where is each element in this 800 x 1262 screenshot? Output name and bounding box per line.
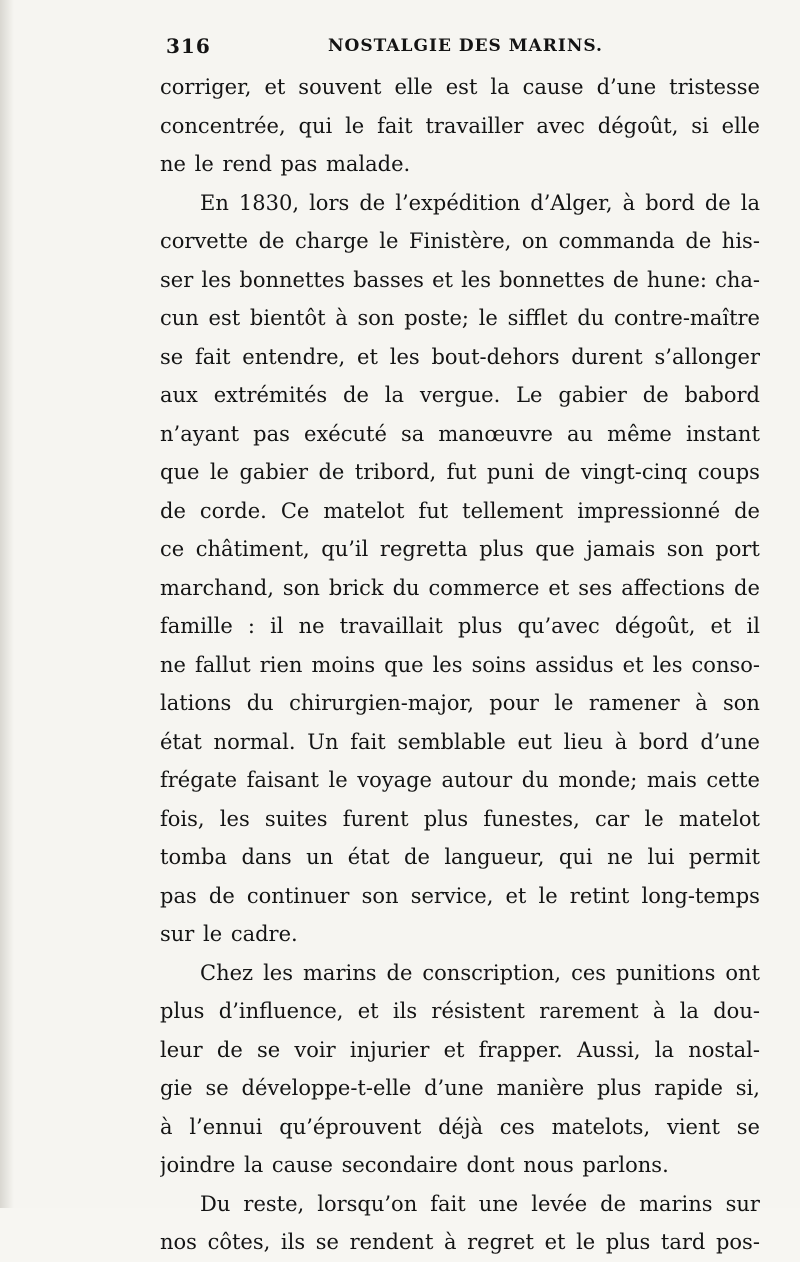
text-line: Chez les marins de conscription, ces punitions ont: [200, 960, 760, 985]
text-line: ser les bonnettes basses et les bonnettes de hune: cha-: [160, 267, 760, 292]
text-line: n’ayant pas exécuté sa manœuvre au même instant: [160, 421, 760, 446]
text-line: aux extrémités de la vergue. Le gabier de babord: [160, 383, 760, 407]
text-line: à l’ennui qu’éprouvent déjà ces matelots, vient se: [160, 1114, 760, 1139]
text-line: famille : il ne travaillait plus qu’avec dégoût, et il: [160, 614, 760, 638]
text-line: corvette de charge le Finistère, on commanda de his-: [160, 229, 760, 253]
text-line: ce châtiment, qu’il regretta plus que jamais son port: [160, 537, 760, 561]
text-line: ne le rend pas malade.: [160, 152, 411, 176]
text-line: lations du chirurgien-major, pour le ramener à son: [160, 691, 760, 715]
text-line: tomba dans un état de langueur, qui ne lui permit: [160, 845, 760, 869]
text-line: se fait entendre, et les bout-dehors durent s’allonger: [160, 344, 760, 369]
text-line: plus d’influence, et ils résistent rarement à la dou-: [160, 999, 760, 1023]
text-line: pas de continuer son service, et le retint long-temps: [160, 883, 760, 908]
text-line: fois, les suites furent plus funestes, car le matelot: [160, 806, 760, 831]
text-line: concentrée, qui le fait travailler avec dégoût, si elle: [160, 113, 760, 138]
text-line: sur le cadre.: [160, 922, 298, 946]
running-head: NOSTALGIE DES MARINS.: [328, 36, 603, 56]
text-line: état normal. Un fait semblable eut lieu à bord d’une: [160, 729, 760, 754]
text-line: cun est bientôt à son poste; le sifflet du contre-maître: [160, 306, 760, 330]
text-line: de corde. Ce matelot fut tellement impressionné de: [160, 498, 760, 523]
page-number: 316: [166, 34, 211, 58]
text-line: gie se développe-t-elle d’une manière plus rapide si,: [160, 1076, 760, 1100]
text-line: leur de se voir injurier et frapper. Aussi, la nostal-: [160, 1037, 760, 1062]
text-line: marchand, son brick du commerce et ses affections de: [160, 575, 760, 600]
text-line: frégate faisant le voyage autour du monde; mais cette: [160, 768, 760, 792]
page-gutter-shadow: [0, 0, 14, 1208]
body-text: [160, 68, 760, 1262]
text-line: joindre la cause secondaire dont nous parlons.: [160, 1153, 669, 1177]
text-line: ne fallut rien moins que les soins assidus et les conso-: [160, 652, 760, 677]
text-line: corriger, et souvent elle est la cause d’une tristesse: [160, 75, 760, 99]
page-header: [160, 34, 760, 64]
text-line: que le gabier de tribord, fut puni de vingt-cinq coups: [160, 460, 760, 484]
text-line: nos côtes, ils se rendent à regret et le plus tard pos-: [160, 1230, 760, 1254]
text-line: Du reste, lorsqu’on fait une levée de marins sur: [200, 1191, 760, 1216]
text-line: En 1830, lors de l’expédition d’Alger, à bord de la: [200, 190, 760, 215]
